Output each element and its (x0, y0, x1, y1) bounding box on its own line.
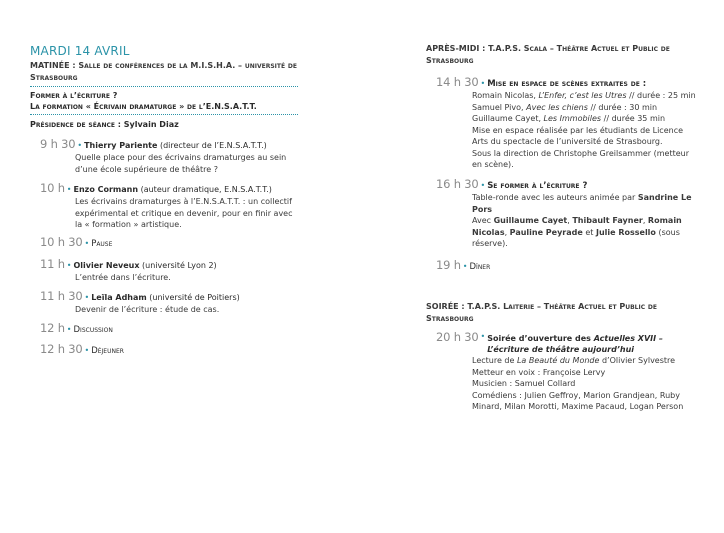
speaker-name: Leïla Adham (91, 293, 147, 302)
program-entry (436, 259, 698, 273)
presidence-name: Sylvain Diaz (123, 120, 179, 129)
talk-title: Quelle place pour des écrivains dramaturges au sein d’une école supérieure de théâtre ? (75, 153, 287, 174)
title-part-a: Soirée d’ouverture des (487, 334, 594, 343)
separator: , (504, 227, 510, 237)
bullet-icon: • (66, 261, 72, 270)
reading-line (472, 355, 698, 367)
bullet-icon: • (66, 185, 72, 194)
animator-name: Sandrine Le Pors (472, 193, 692, 214)
topic-line-2: La formation « Écrivain dramaturge » de l’E.N.S.A.T.T. (30, 102, 257, 111)
direction-note: Sous la direction de Christophe Greilsammer (metteur en scène). (472, 148, 690, 169)
entry-time: 12 h 30 (40, 342, 83, 356)
program-entry (40, 182, 298, 231)
actors-line: Comédiens : Julien Geffroy, Marion Grandjean, Ruby Minard, Milan Morotti, Maxime Pacaud, Logan Person (472, 390, 684, 411)
program-entry (40, 322, 298, 336)
aprem-header (426, 43, 694, 67)
author: Romain Nicolas, (472, 91, 539, 100)
musician-line: Musicien : Samuel Collard (472, 379, 576, 388)
program-entry (40, 290, 298, 316)
entry-details (472, 192, 698, 250)
entry-title (487, 331, 698, 355)
bullet-icon: • (84, 239, 90, 248)
participant-name: Romain Nicolas (472, 216, 682, 237)
reading-line-3 (472, 113, 698, 125)
bullet-icon: • (84, 293, 90, 302)
presidence-label: Présidence de séance : (30, 120, 124, 129)
speaker-name: Olivier Neveux (73, 261, 140, 270)
soiree-header (426, 301, 694, 325)
program-entry (436, 331, 698, 413)
entry-title: Se former à l’écriture ? (487, 181, 588, 191)
intro-text: Table-ronde avec les auteurs animée par (472, 193, 638, 202)
program-entry (436, 76, 698, 171)
duration: // durée 35 min (601, 114, 666, 123)
program-entry (40, 343, 298, 357)
soiree-label: SOIRÉE : (426, 302, 468, 311)
talk-title: Les écrivains dramaturges à l’E.N.S.A.T.T. : un collectif expérimental et critique en devenir, pour en finir avec la « formation » artistique. (75, 197, 293, 229)
separator: et (582, 227, 596, 237)
entry-time: 16 h 30 (436, 177, 479, 191)
duration: // durée : 25 min (626, 91, 696, 100)
entry-time: 10 h 30 (40, 235, 83, 249)
author: Samuel Pivo, (472, 102, 527, 112)
speaker-affiliation: (université Lyon 2) (139, 261, 217, 270)
participant-name: Pauline Peyrade (509, 227, 583, 237)
presidence-line (30, 119, 298, 130)
participant-name: Thibault Fayner (572, 216, 643, 225)
duration: // durée : 30 min (587, 102, 658, 112)
matinee-header (30, 60, 298, 87)
participant-name: Guillaume Cayet (493, 216, 568, 225)
bullet-icon: • (480, 79, 486, 88)
separator: , (642, 216, 648, 225)
bullet-icon: • (462, 262, 468, 271)
topic-line-1: Former à l’écriture ? (30, 91, 118, 100)
staging-note: Mise en espace réalisée par les étudiants de Licence Arts du spectacle de l’université de Strasbourg. (472, 125, 684, 146)
bullet-icon: • (480, 332, 486, 341)
day-title: MARDI 14 AVRIL (30, 44, 130, 58)
bullet-icon: • (77, 141, 83, 150)
entry-time: 20 h 30 (436, 330, 479, 344)
entry-label: Déjeuner (91, 346, 124, 356)
speaker-name: Thierry Pariente (84, 141, 158, 150)
entry-time: 12 h (40, 321, 65, 335)
talk-title: Devenir de l’écriture : étude de cas. (75, 305, 220, 314)
entry-label: Pause (91, 239, 113, 249)
reading-line-2 (472, 102, 698, 114)
bullet-icon: • (66, 325, 72, 334)
reading-prefix: Lecture de (472, 356, 517, 365)
title-part-b: Actuelles XVII – L’écriture de théâtre aujourd’hui (487, 334, 663, 354)
work-title: Les Immobiles (543, 114, 602, 123)
bullet-icon: • (84, 346, 90, 355)
soiree-place: T.A.P.S. Laiterie – Théâtre Actuel et Public de Strasbourg (426, 302, 657, 323)
entry-time: 19 h (436, 258, 461, 272)
author: Guillaume Cayet, (472, 114, 544, 123)
program-entry (40, 258, 298, 284)
work-title: L’Enfer, c’est les Utres (538, 91, 627, 100)
entry-time: 9 h 30 (40, 137, 76, 151)
author: d’Olivier Sylvestre (599, 356, 676, 365)
entry-title: Mise en espace de scènes extraites de : (487, 79, 647, 89)
reading-line-1 (472, 90, 698, 102)
entry-heading (436, 331, 698, 355)
roundtable-intro (472, 192, 698, 215)
speaker-affiliation: (directeur de l’E.N.S.A.T.T.) (157, 141, 267, 150)
participant-name: Julie Rossello (595, 227, 656, 237)
aprem-label: APRÈS-MIDI : (426, 44, 489, 53)
program-entry (40, 236, 298, 250)
matinee-place: Salle de conférences de la M.I.S.H.A. – université de Strasbourg (30, 61, 297, 82)
entry-time: 10 h (40, 181, 65, 195)
speaker-affiliation: (université de Poitiers) (146, 293, 240, 302)
entry-details (472, 90, 698, 171)
speaker-affiliation: (auteur dramatique, E.N.S.A.T.T.) (138, 185, 272, 194)
entry-details (472, 355, 698, 413)
speaker-name: Enzo Cormann (73, 185, 139, 194)
separator: , (567, 216, 573, 225)
aprem-place: T.A.P.S. Scala – Théâtre Actuel et Public de Strasbourg (426, 44, 670, 65)
entry-time: 14 h 30 (436, 75, 479, 89)
topic-block (30, 90, 298, 115)
entry-label: Discussion (73, 325, 113, 335)
entry-label: Dîner (469, 262, 491, 272)
avec-label: Avec (472, 216, 494, 225)
bullet-icon: • (480, 181, 486, 190)
program-entry (40, 138, 298, 175)
work-title: La Beauté du Monde (516, 356, 600, 365)
participants (472, 215, 698, 250)
entry-time: 11 h 30 (40, 289, 83, 303)
director-line: Metteur en voix : Françoise Lervy (472, 367, 606, 377)
program-entry (436, 178, 698, 250)
work-title: Avec les chiens (526, 102, 588, 112)
talk-title: L’entrée dans l’écriture. (75, 273, 171, 282)
matinee-label: MATINÉE : (30, 61, 79, 70)
entry-time: 11 h (40, 257, 65, 271)
reserve-note: (sous réserve). (472, 227, 680, 248)
